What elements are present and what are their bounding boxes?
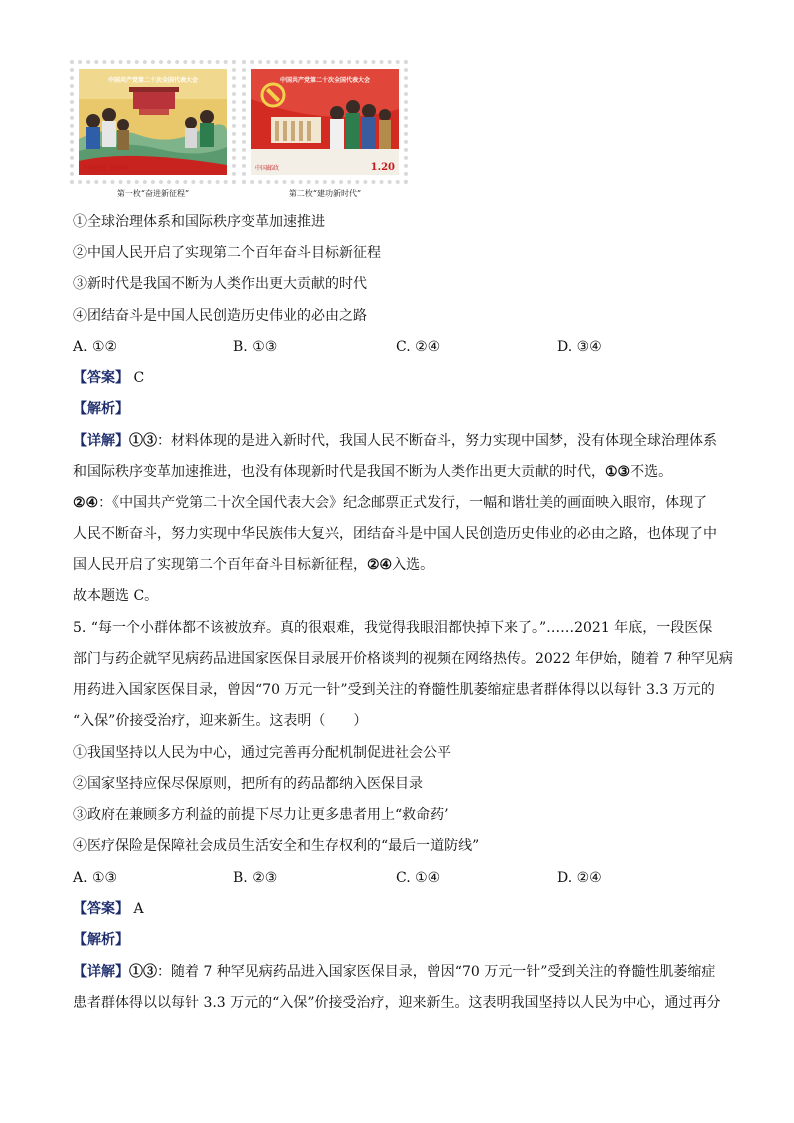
q4-statement-1: ①全球治理体系和国际秩序变革加速推进 bbox=[73, 214, 325, 230]
q5-option-c: C. ①④ bbox=[396, 870, 441, 886]
q5-detail-line1: 【详解】①③：随着 7 种罕见病药品进入国家医保目录，曾因“70 万元一针”受到关注的脊髓性肌萎缩症 bbox=[73, 964, 716, 980]
q4-answer bbox=[73, 368, 144, 388]
q4-detail-p2-line1: ②④：《中国共产党第二十次全国代表大会》纪念邮票正式发行，一幅和谐壮美的画面映入眼帘，体现了 bbox=[73, 495, 708, 511]
stamp-second-post: 中国邮政 bbox=[255, 165, 280, 172]
stamp-first-post: 中国邮政 CHINA bbox=[83, 165, 128, 172]
q5-statement-4: ④医疗保险是保障社会成员生活安全和生存权利的“最后一道防线” bbox=[73, 838, 480, 854]
q4-option-a: A. ①② bbox=[73, 339, 118, 355]
stamp-first-title: 中国共产党第二十次全国代表大会 bbox=[107, 77, 198, 84]
q5-detail-line2: 患者群体得以以每针 3.3 万元的“入保”价接受治疗，迎来新生。这表明我国坚持以人民为中心，通过再分 bbox=[73, 995, 721, 1011]
stamp-second-title: 中国共产党第二十次全国代表大会 bbox=[279, 77, 370, 84]
q5-statement-2: ②国家坚持应保尽保原则，把所有的药品都纳入医保目录 bbox=[73, 776, 423, 792]
q5-option-b: B. ②③ bbox=[233, 870, 278, 886]
q4-detail-p2-line2: 人民不断奋斗，努力实现中华民族伟大复兴，团结奋斗是中国人民创造历史伟业的必由之路，也体现了中 bbox=[73, 526, 717, 542]
q4-option-d: D. ③④ bbox=[557, 339, 602, 355]
stamp-second bbox=[242, 60, 408, 184]
q4-analysis-tag: 【解析】 bbox=[73, 401, 129, 417]
stamp-first-art bbox=[79, 69, 227, 175]
q4-statement-2: ②中国人民开启了实现第二个百年奋斗目标新征程 bbox=[73, 245, 381, 261]
q5-answer bbox=[73, 899, 144, 919]
stamp-second-caption: 第二枚“建功新时代” bbox=[288, 189, 362, 198]
q5-statement-3: ③政府在兼顾多方利益的前提下尽力让更多患者用上“救命药’ bbox=[73, 807, 449, 823]
q5-stem-line3: 用药进入国家医保目录，曾因“70 万元一针”受到关注的脊髓性肌萎缩症患者群体得以以每针 3.3 万元的 bbox=[73, 682, 715, 698]
stamp-images bbox=[70, 60, 410, 202]
stamp-first bbox=[70, 60, 236, 184]
q5-stem-line2: 部门与药企就罕见病药品进国家医保目录展开价格谈判的视频在网络热传。2022 年伊始，随着 7 种罕见病 bbox=[73, 651, 733, 667]
q4-option-c: C. ②④ bbox=[396, 339, 441, 355]
q5-statement-1: ①我国坚持以人民为中心，通过完善再分配机制促进社会公平 bbox=[73, 745, 451, 761]
q5-option-d: D. ②④ bbox=[557, 870, 602, 886]
q4-conclusion: 故本题选 C。 bbox=[73, 588, 159, 604]
q5-option-a: A. ①③ bbox=[73, 870, 118, 886]
q4-detail-p2-line3: 国人民开启了实现第二个百年奋斗目标新征程，②④入选。 bbox=[73, 557, 435, 573]
q4-answer-value: C bbox=[133, 370, 145, 386]
q4-option-b: B. ①③ bbox=[233, 339, 278, 355]
q4-detail-p1-line1: 【详解】①③：材料体现的是进入新时代，我国人民不断奋斗，努力实现中国梦，没有体现全球治理体系 bbox=[73, 433, 717, 449]
q5-answer-tag: 【答案】 bbox=[73, 901, 129, 917]
q4-statement-4: ④团结奋斗是中国人民创造历史伟业的必由之路 bbox=[73, 308, 367, 324]
q5-stem-line1: 5. “每一个小群体都不该被放弃。真的很艰难，我觉得我眼泪都快掉下来了。”……2021 年底，一段医保 bbox=[73, 620, 713, 636]
q5-answer-value: A bbox=[133, 901, 144, 917]
q4-statement-3: ③新时代是我国不断为人类作出更大贡献的时代 bbox=[73, 276, 367, 292]
q5-stem-line4: “入保”价接受治疗，迎来新生。这表明（ ） bbox=[73, 713, 368, 729]
q4-detail-p1-line2: 和国际秩序变革加速推进，也没有体现新时代是我国不断为人类作出更大贡献的时代，①③不选。 bbox=[73, 464, 673, 480]
stamp-second-value: 1.20 bbox=[370, 162, 395, 173]
stamp-first-caption: 第一枚“奋进新征程” bbox=[116, 189, 190, 198]
q5-analysis-tag: 【解析】 bbox=[73, 932, 129, 948]
stamp-second-art bbox=[251, 69, 399, 175]
q4-answer-tag: 【答案】 bbox=[73, 370, 129, 386]
